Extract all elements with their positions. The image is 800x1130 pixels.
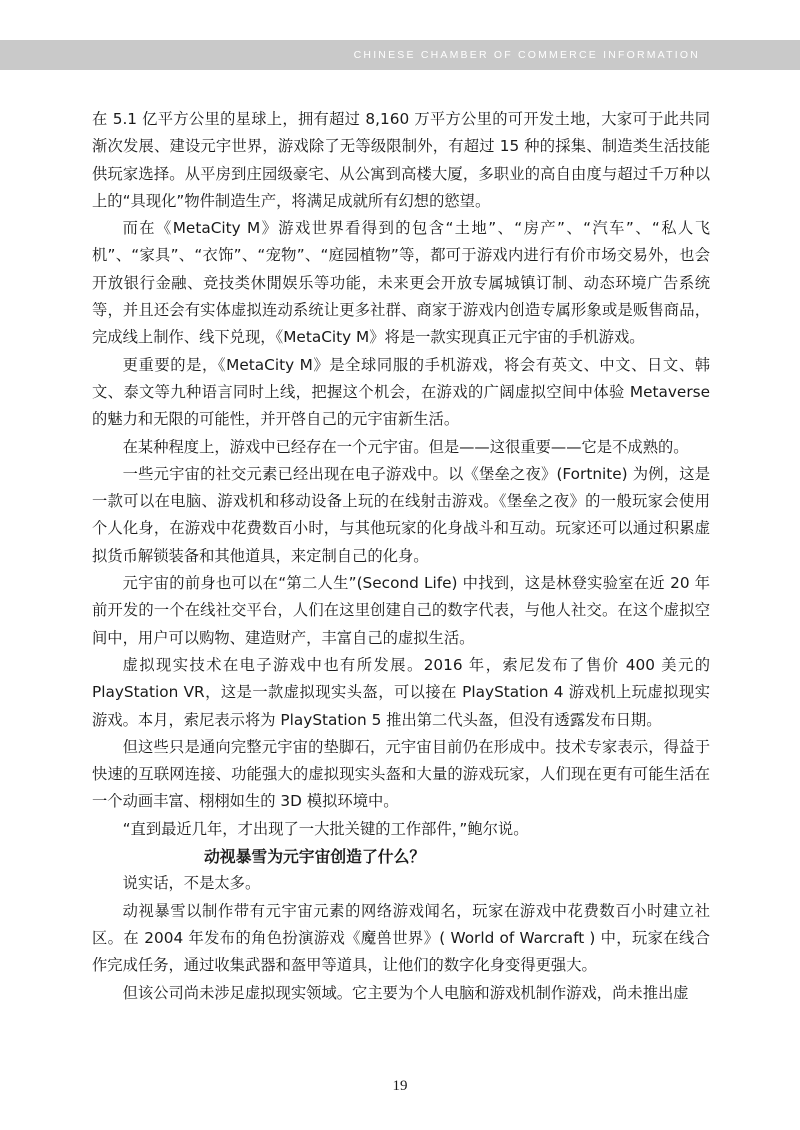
running-title: CHINESE CHAMBER OF COMMERCE INFORMATION — [353, 49, 700, 61]
paragraph: 动视暴雪以制作带有元宇宙元素的网络游戏闻名，玩家在游戏中花费数百小时建立社区。在 2004 年发布的角色扮演游戏《魔兽世界》( World of Warcraft ) 中，玩家在线合作完成任务，通过收集武器和盔甲等道具，让他们的数字化身变得更强大。 — [92, 901, 710, 975]
paragraph: 一些元宇宙的社交元素已经出现在电子游戏中。以《堡垒之夜》(Fortnite) 为例，这是一款可以在电脑、游戏机和移动设备上玩的在线射击游戏。《堡垒之夜》的一般玩家会使用个人化身，在游戏中花费数百小时，与其他玩家的化身战斗和互动。玩家还可以通过积累虚拟货币解锁装备和其他道具，来定制自己的化身。 — [92, 464, 710, 565]
page-number: 19 — [392, 1078, 408, 1094]
paragraph: 而在《MetaCity M》游戏世界看得到的包含“土地”、“房产”、“汽车”、“私人飞机”、“家具”、“衣饰”、“宠物”、“庭园植物”等，都可于游戏内进行有价市场交易外，也会开放银行金融、竞技类休閒娱乐等功能，未来更会开放专属城镇订制、动态环境广告系统等，并且还会有实体虚拟连动系统让更多社群、商家于游戏内创造专属形象或是贩售商品，完成线上制作、线下兑现，《MetaCity M》将是一款实现真正元宇宙的手机游戏。 — [92, 219, 710, 347]
paragraph: 说实话，不是太多。 — [122, 874, 261, 893]
paragraph: 虚拟现实技术在电子游戏中也有所发展。2016 年，索尼发布了售价 400 美元的 PlayStation VR，这是一款虚拟现实头盔，可以接在 PlayStation 4 游戏机上玩虚拟现实游戏。本月，索尼表示将为 PlayStation 5 推出第二代头盔，但没有透露发布日期。 — [92, 655, 710, 729]
paragraph: 在某种程度上，游戏中已经存在一个元宇宙。但是——这很重要——它是不成熟的。 — [122, 437, 689, 456]
paragraph: 在 5.1 亿平方公里的星球上，拥有超过 8,160 万平方公里的可开发土地，大家可于此共同渐次发展、建设元宇世界，游戏除了无等级限制外，有超过 15 种的採集、制造类生活技能供玩家选择。从平房到庄园级豪宅、从公寓到高楼大厦，多职业的高自由度与超过千万种以上的“具现化”物件制造生产，将满足成就所有幻想的慾望。 — [92, 110, 710, 210]
article-body — [92, 106, 710, 1007]
header-band — [0, 40, 800, 70]
paragraph: “直到最近几年，才出现了一大批关键的工作部件，”鲍尔说。 — [122, 819, 529, 838]
paragraph: 但这些只是通向完整元宇宙的垫脚石，元宇宙目前仍在形成中。技术专家表示，得益于快速的互联网连接、功能强大的虚拟现实头盔和大量的游戏玩家，人们现在更有可能生活在一个动画丰富、栩栩如生的 3D 模拟环境中。 — [92, 737, 710, 811]
paragraph: 元宇宙的前身也可以在“第二人生”(Second Life) 中找到，这是林登实验室在近 20 年前开发的一个在线社交平台，人们在这里创建自己的数字代表，与他人社交。在这个虚拟空间中，用户可以购物、建造财产，丰富自己的虚拟生活。 — [92, 574, 710, 647]
paragraph: 更重要的是，《MetaCity M》是全球同服的手机游戏，将会有英文、中文、日文、韩文、泰文等九种语言同时上线，把握这个机会，在游戏的广阔虚拟空间中体验 Metaverse 的魅力和无限的可能性，并开啓自己的元宇宙新生活。 — [92, 355, 710, 429]
paragraph: 但该公司尚未涉足虚拟现实领域。它主要为个人电脑和游戏机制作游戏，尚未推出虚 — [122, 983, 689, 1002]
section-heading: 动视暴雪为元宇宙创造了什么？ — [204, 847, 426, 867]
